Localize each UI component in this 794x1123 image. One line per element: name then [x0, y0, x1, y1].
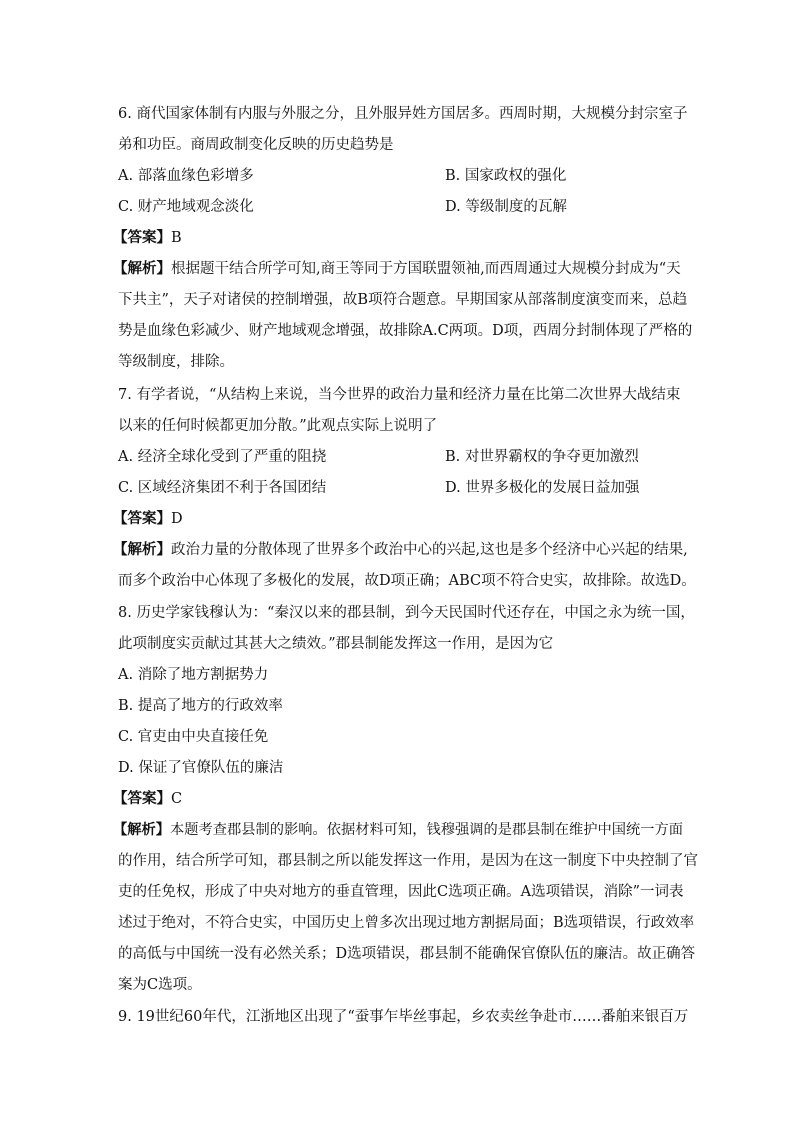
q6-option-d: D. 等级制度的瓦解 — [445, 199, 567, 215]
q6-analysis-text-1: 根据题干结合所学可知,商王等同于方国联盟领袖,而西周通过大规模分封成为“天 — [171, 261, 681, 277]
q8-analysis-text-1: 本题考查郡县制的影响。依据材料可知，钱穆强调的是郡县制在维护中国统一方面 — [170, 822, 684, 838]
q8-analysis-line-5: 的高低与中国统一没有必然关系；D选项错误，郡县制不能确保官僚队伍的廉洁。故正确答 — [118, 946, 696, 962]
q8-option-d: D. 保证了官僚队伍的廉洁 — [118, 760, 284, 776]
q8-analysis-line-2: 的作用，结合所学可知，郡县制之所以能发挥这一作用，是因为在这一制度下中央控制了官 — [118, 853, 698, 869]
q8-stem-line-2: 此项制度实贡献过其甚大之绩效。”郡县制能发挥这一作用，是因为它 — [118, 636, 554, 652]
q7-option-c: C. 区域经济集团不利于各国团结 — [118, 480, 327, 496]
q7-option-d: D. 世界多极化的发展日益加强 — [445, 480, 640, 496]
q7-stem-line-2: 以来的任何时候都更加分散。”此观点实际上说明了 — [118, 418, 438, 434]
q8-analysis-label: 【解析】 — [113, 822, 171, 838]
q7-analysis-text-1: 政治力量的分散体现了世界多个政治中心的兴起,这也是多个经济中心兴起的结果, — [171, 542, 688, 558]
q6-analysis-line-3: 势是血缘色彩减少、财产地域观念增强，故排除A.C两项。D项，西周分封制体现了严格的 — [118, 323, 693, 339]
q6-option-c: C. 财产地域观念淡化 — [118, 199, 254, 215]
q8-analysis-line-6: 案为C选项。 — [118, 977, 202, 993]
q6-analysis-line-2: 下共主”，天子对诸侯的控制增强，故B项符合题意。早期国家从部落制度演变而来，总趋 — [118, 292, 688, 308]
q7-analysis-line-1 — [113, 541, 688, 559]
q6-answer-value: B — [171, 230, 182, 246]
q8-answer-label: 【答案】 — [113, 790, 171, 807]
q7-option-b: B. 对世界霸权的争夺更加激烈 — [445, 449, 639, 465]
q7-stem-line-1: 7. 有学者说，“从结构上来说，当今世界的政治力量和经济力量在比第二次世界大战结束 — [118, 387, 681, 403]
q6-option-b: B. 国家政权的强化 — [445, 168, 567, 184]
q9-stem-line-1: 9. 19世纪60年代，江浙地区出现了“蚕事乍毕丝事起，乡农卖丝争赴市……番舶来银百万 — [118, 1009, 689, 1025]
q7-answer-value: D — [171, 511, 183, 527]
q6-analysis-label: 【解析】 — [113, 260, 171, 277]
q6-analysis-line-4: 等级制度，排除。 — [118, 354, 234, 370]
q8-analysis-line-4: 述过于绝对，不符合史实，中国历史上曾多次出现过地方割据局面；B选项错误，行政效率 — [118, 915, 695, 931]
q8-option-c: C. 官吏由中央直接任免 — [118, 729, 269, 745]
q7-analysis-label: 【解析】 — [113, 541, 171, 558]
q8-answer — [113, 790, 182, 808]
q6-option-a: A. 部落血缘色彩增多 — [118, 168, 254, 184]
q7-option-a: A. 经济全球化受到了严重的阻挠 — [118, 449, 327, 465]
q8-option-b: B. 提高了地方的行政效率 — [118, 698, 283, 714]
q8-option-a: A. 消除了地方割据势力 — [118, 667, 269, 683]
q6-stem-line-2: 弟和功臣。商周政制变化反映的历史趋势是 — [118, 137, 394, 153]
q6-answer-label: 【答案】 — [113, 229, 171, 246]
q8-analysis-line-3: 吏的任免权，形成了中央对地方的垂直管理，因此C选项正确。A选项错误，消除”一词表 — [118, 884, 684, 900]
q8-answer-value: C — [171, 791, 183, 807]
q7-analysis-line-2: 而多个政治中心体现了多极化的发展，故D项正确；ABC项不符合史实，故排除。故选D。 — [118, 573, 696, 589]
q6-stem-line-1: 6. 商代国家体制有内服与外服之分，且外服异姓方国居多。西周时期，大规模分封宗室子 — [118, 106, 688, 122]
q6-answer — [113, 229, 182, 247]
q7-answer-label: 【答案】 — [113, 510, 171, 527]
q6-analysis-line-1 — [113, 260, 681, 278]
q8-analysis-line-1 — [113, 821, 683, 839]
q7-answer — [113, 510, 183, 528]
q8-stem-line-1: 8. 历史学家钱穆认为：“秦汉以来的郡县制，到今天民国时代还存在，中国之永为统一国， — [118, 605, 695, 621]
